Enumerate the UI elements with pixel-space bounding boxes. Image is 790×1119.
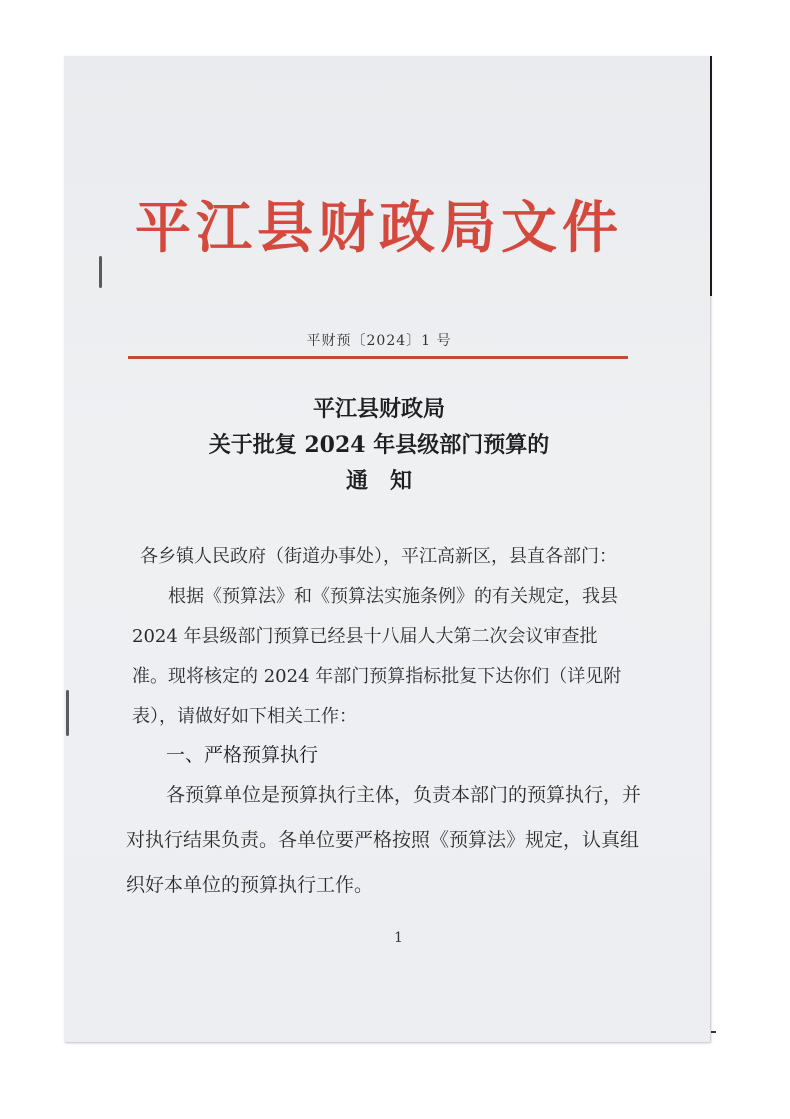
document-number: 平财预〔2024〕1 号 (306, 333, 452, 349)
notice-title-line-1: 平江县财政局 (312, 396, 445, 422)
staple-bottom (66, 690, 69, 736)
paragraph-2-line: 织好本单位的预算执行工作。 (126, 874, 374, 896)
paragraph-1-line: 表），请做好如下相关工作： (132, 706, 357, 727)
edge-mark (711, 1031, 716, 1033)
paragraph-2-line: 各预算单位是预算执行主体，负责本部门的预算执行，并 (166, 784, 642, 806)
salutation: 各乡镇人民政府（街道办事处），平江高新区，县直各部门： (140, 546, 617, 567)
staple-top (99, 256, 102, 288)
notice-title-line-2: 关于批复 2024 年县级部门预算的 (208, 432, 550, 458)
paragraph-2-line: 对执行结果负责。各单位要严格按照《预算法》规定，认真组 (126, 829, 640, 851)
paragraph-1-line: 根据《预算法》和《预算法实施条例》的有关规定，我县 (168, 586, 618, 607)
document-header-title: 平江县财政局文件 (135, 195, 623, 261)
paragraph-1-line: 2024 年县级部门预算已经县十八届人大第二次会议审查批 (132, 626, 598, 647)
notice-title-line-3: 通 知 (345, 468, 412, 494)
paragraph-1-line: 准。现将核定的 2024 年部门预算指标批复下达你们（详见附 (132, 666, 622, 687)
section-1-heading: 一、严格预算执行 (166, 744, 319, 766)
page-number: 1 (394, 930, 403, 946)
red-separator-rule (128, 356, 628, 359)
